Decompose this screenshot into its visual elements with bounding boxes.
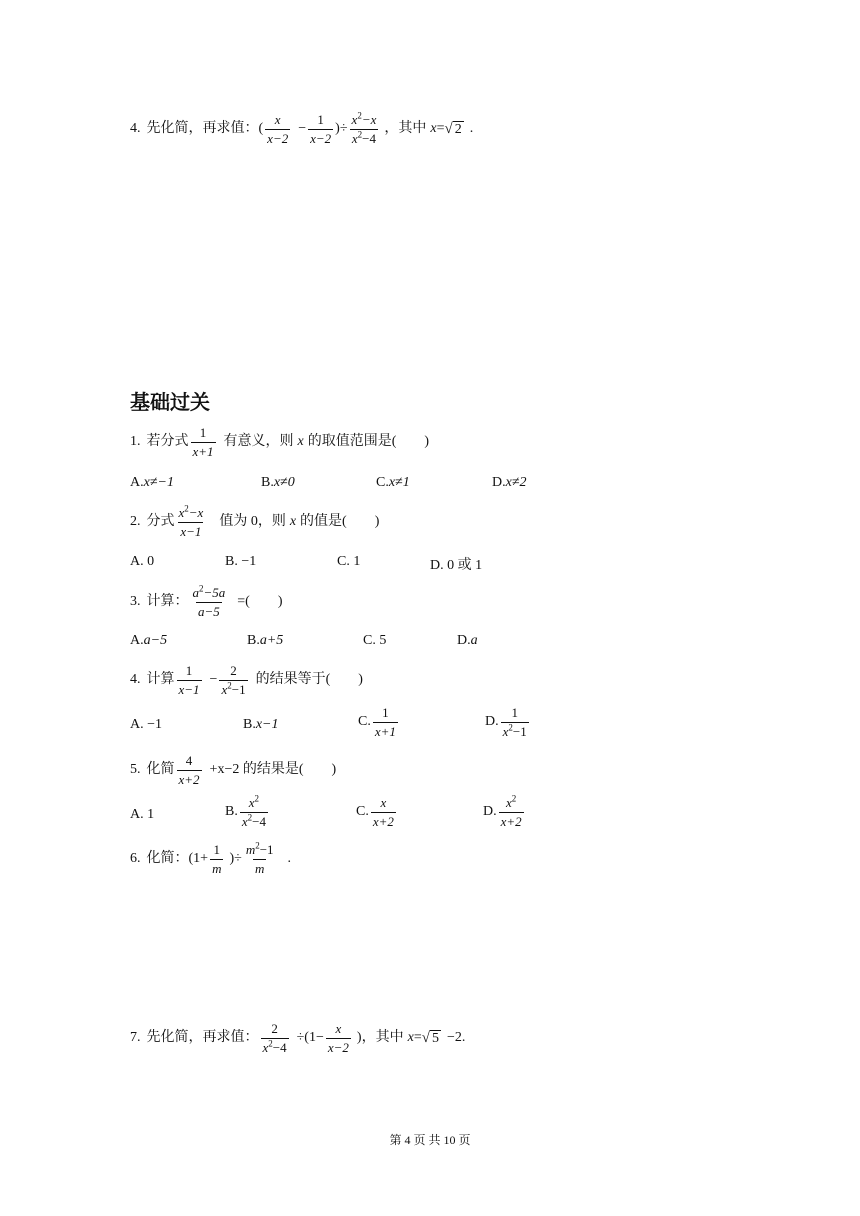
- q2-option-c: C. 1: [337, 554, 361, 569]
- paren-close-divide: )÷: [335, 121, 348, 137]
- q1-option-a: A. x≠−1: [130, 475, 174, 490]
- q5-option-c: C. $\frac{x}{x+2}$: [356, 795, 394, 829]
- fraction-x-over-x-minus-2: $\frac{x}{x-2}$: [267, 112, 289, 146]
- q4-option-a: A. −1: [130, 717, 163, 732]
- q5-option-b: B. $\frac{x^2}{x^2-4}$: [225, 793, 266, 829]
- sqrt-expression: √ 2: [444, 120, 462, 138]
- problem-number: 4.: [130, 121, 141, 137]
- fraction-a2-minus-5a-over-a-minus-5: $\frac{a^2-5a}{a-5}$: [192, 583, 226, 619]
- fraction-4-over-x-plus-2: $\frac{4}{x+2}$: [178, 753, 200, 787]
- q4-option-c: C. $\frac{1}{x+1}$: [358, 705, 396, 739]
- fraction-m2-minus-1-over-m: $\frac{m^2-1}{m}$: [245, 840, 274, 876]
- q1-option-d: D. x≠2: [492, 475, 527, 490]
- equals-sign: =: [436, 121, 445, 137]
- fraction-2-over-x2-minus-1: $\frac{2}{x^2-1}$: [221, 663, 246, 697]
- fraction-x-over-x-plus-2: $\frac{x}{x+2}$: [372, 795, 394, 829]
- q2-option-d: D. 0 或 1: [430, 558, 483, 573]
- page-footer: 第 4 页 共 10 页: [389, 1133, 471, 1147]
- fraction-x2-over-x2-minus-4: $\frac{x^2}{x^2-4}$: [241, 793, 266, 829]
- fraction-x-over-x-minus-2: $\frac{x}{x-2}$: [327, 1021, 349, 1055]
- q5-option-a: A. 1: [130, 807, 155, 822]
- q3-option-d: D. a: [457, 633, 478, 648]
- minus-sign: −: [298, 121, 307, 137]
- paren-open: (: [258, 121, 264, 137]
- q2-option-b: B. −1: [225, 554, 257, 569]
- period: .: [469, 121, 474, 137]
- question-5: 5. 化简 $\frac{4}{x+2}$ +x−2 的结果是( ): [130, 753, 337, 787]
- q2-option-a: A. 0: [130, 554, 155, 569]
- problem-top: [130, 110, 474, 146]
- q4-option-b: B. x−1: [243, 717, 279, 732]
- fraction-x2-minus-x-over-x2-minus-4: $\frac{x^2-x}{x^2-4}$: [351, 110, 377, 146]
- fraction-1-over-x-plus-1: $\frac{1}{x+1}$: [374, 705, 396, 739]
- radical-icon: √: [421, 1029, 430, 1046]
- question-1: 1. 若分式 $\frac{1}{x+1}$ 有意义，则 x 的取值范围是( ): [130, 425, 430, 459]
- q5-option-d: D. $\frac{x^2}{x+2}$: [483, 793, 522, 829]
- section-title: 基础过关: [130, 390, 210, 414]
- fraction-x2-minus-x-over-x-minus-1: $\frac{x^2-x}{x-1}$: [178, 503, 204, 539]
- q3-option-b: B. a+5: [247, 633, 284, 648]
- variable-x: x: [430, 121, 437, 137]
- q3-option-c: C. 5: [363, 633, 387, 648]
- question-4: 4. 计算 $\frac{1}{x-1}$ − $\frac{2}{x^2-1}$ 的结果等于( ): [130, 663, 363, 697]
- fraction-2-over-x2-minus-4: $\frac{2}{x^2-4}$: [262, 1021, 287, 1055]
- question-7: 7. 先化简，再求值： $\frac{2}{x^2-4}$ ÷(1− $\frac{x}{x-2}$ )，其中 x = √ 5 −2.: [130, 1021, 466, 1055]
- question-2: 2. 分式 $\frac{x^2-x}{x-1}$ 值为 0，则 x 的值是( ): [130, 503, 380, 539]
- q4-option-d: D. $\frac{1}{x^2-1}$: [485, 705, 527, 739]
- q1-option-b: B. x≠0: [261, 475, 295, 490]
- fraction-1-over-x-minus-1: $\frac{1}{x-1}$: [178, 663, 200, 697]
- question-3: 3. 计算： $\frac{a^2-5a}{a-5}$ =( ): [130, 583, 283, 619]
- fraction-1-over-x-minus-2: $\frac{1}{x-2}$: [310, 112, 332, 146]
- sqrt-expression: √ 5: [421, 1029, 439, 1047]
- q1-option-c: C. x≠1: [376, 475, 410, 490]
- question-6: 6. 化简：(1+ $\frac{1}{m}$ )÷ $\frac{m^2-1}{m}$ .: [130, 840, 292, 876]
- fraction-1-over-m: $\frac{1}{m}$: [212, 842, 222, 876]
- suffix-text: ，其中: [384, 121, 427, 137]
- radical-icon: √: [444, 120, 453, 137]
- q3-option-a: A. a−5: [130, 633, 168, 648]
- problem-prefix: 先化简，再求值：: [146, 121, 259, 137]
- fraction-1-over-x-plus-1: $\frac{1}{x+1}$: [192, 425, 214, 459]
- fraction-1-over-x2-minus-1: $\frac{1}{x^2-1}$: [502, 705, 527, 739]
- fraction-x2-over-x-plus-2: $\frac{x^2}{x+2}$: [500, 793, 522, 829]
